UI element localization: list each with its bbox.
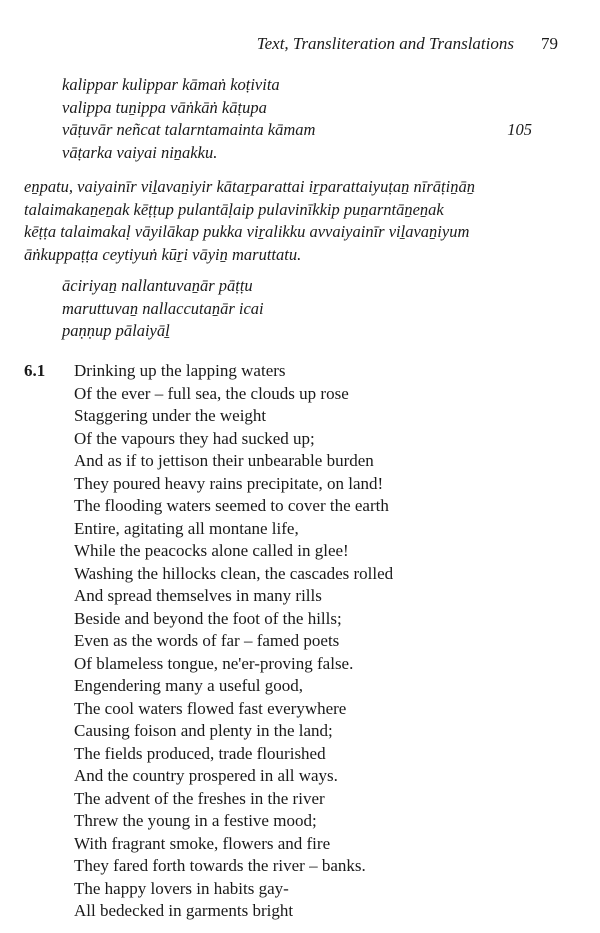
verse-line-text: vāṭuvār neñcat talarntamainta kāmam: [62, 120, 316, 139]
colophon-line: paṇṇup pālaiyāḻ: [62, 321, 170, 340]
verse-line: valippa tuṉippa vāṅkāṅ kāṭupa: [62, 97, 267, 117]
translation-line: Even as the words of far – famed poets: [74, 631, 340, 650]
translation-line: The cool waters flowed fast everywhere: [74, 698, 347, 718]
translation-line: Of the ever – full sea, the clouds up rose: [74, 383, 349, 403]
transliterated-commentary: [24, 176, 564, 266]
colophon-verse: [62, 275, 532, 343]
transliterated-verse: [62, 74, 532, 164]
translation-line: The flooding waters seemed to cover the earth: [74, 496, 389, 515]
translation-line: They poured heavy rains precipitate, on land!: [74, 473, 384, 493]
colophon-line: āciriyaṉ nallantuvaṉār pāṭṭu: [62, 276, 253, 295]
translation-line: They fared forth towards the river – banks.: [74, 856, 366, 875]
translation-line: And spread themselves in many rills: [74, 586, 322, 605]
commentary-line: talaimakaṉeṉak kēṭṭup pulantāḷaip pulavinīkkip puṉarntāṉeṉak: [24, 199, 444, 219]
colophon-line: maruttuvaṉ nallaccutaṉār icai: [62, 298, 264, 318]
translation-line: Washing the hillocks clean, the cascades rolled: [74, 563, 394, 583]
translation-line: And as if to jettison their unbearable burden: [74, 451, 374, 470]
translation-line: Staggering under the weight: [74, 406, 267, 425]
commentary-line: kēṭṭa talaimakaḷ vāyilākap pukka viṟalikku avvaiyainīr viḻavaṉiyum: [24, 222, 470, 241]
page-number: 79: [541, 34, 558, 53]
translation-line: Engendering many a useful good,: [74, 676, 303, 695]
translation-lines: [74, 360, 393, 923]
translation-line: Of the vapours they had sucked up;: [74, 428, 315, 448]
section-number: 6.1: [24, 361, 46, 380]
commentary-line: āṅkuppaṭṭa ceytiyuṅ kūṟi vāyiṉ maruttatu.: [24, 244, 302, 264]
running-title: Text, Transliteration and Translations: [256, 34, 514, 53]
translation-line: With fragrant smoke, flowers and fire: [74, 833, 331, 853]
translation-line: And the country prospered in all ways.: [74, 766, 338, 785]
translation-line: Drinking up the lapping waters: [74, 361, 286, 380]
translation-line: All bedecked in garments bright: [74, 901, 294, 920]
commentary-line: eṉpatu, vaiyainīr viḻavaṉiyir kātaṟparattai iṟparattaiyuṭaṉ nīrāṭiṉāṉ: [24, 177, 475, 196]
page-header: [0, 34, 600, 58]
translation-line: The fields produced, trade flourished: [74, 743, 326, 763]
translation-line: While the peacocks alone called in glee!: [74, 541, 349, 560]
translation-line: Threw the young in a festive mood;: [74, 811, 317, 830]
translation-line: The happy lovers in habits gay-: [74, 878, 289, 898]
translation-line: Of blameless tongue, ne'er-proving false.: [74, 653, 354, 673]
verse-line: vāṭarka vaiyai niṉakku.: [62, 142, 218, 162]
verse-line: kalippar kulippar kāmaṅ koṭivita: [62, 75, 280, 94]
translation-line: Entire, agitating all montane life,: [74, 518, 299, 538]
translation-line: Causing foison and plenty in the land;: [74, 721, 333, 740]
translation-line: Beside and beyond the foot of the hills;: [74, 608, 342, 628]
translation-line: The advent of the freshes in the river: [74, 788, 325, 808]
line-number: 105: [507, 120, 532, 139]
verse-line: [62, 119, 532, 142]
